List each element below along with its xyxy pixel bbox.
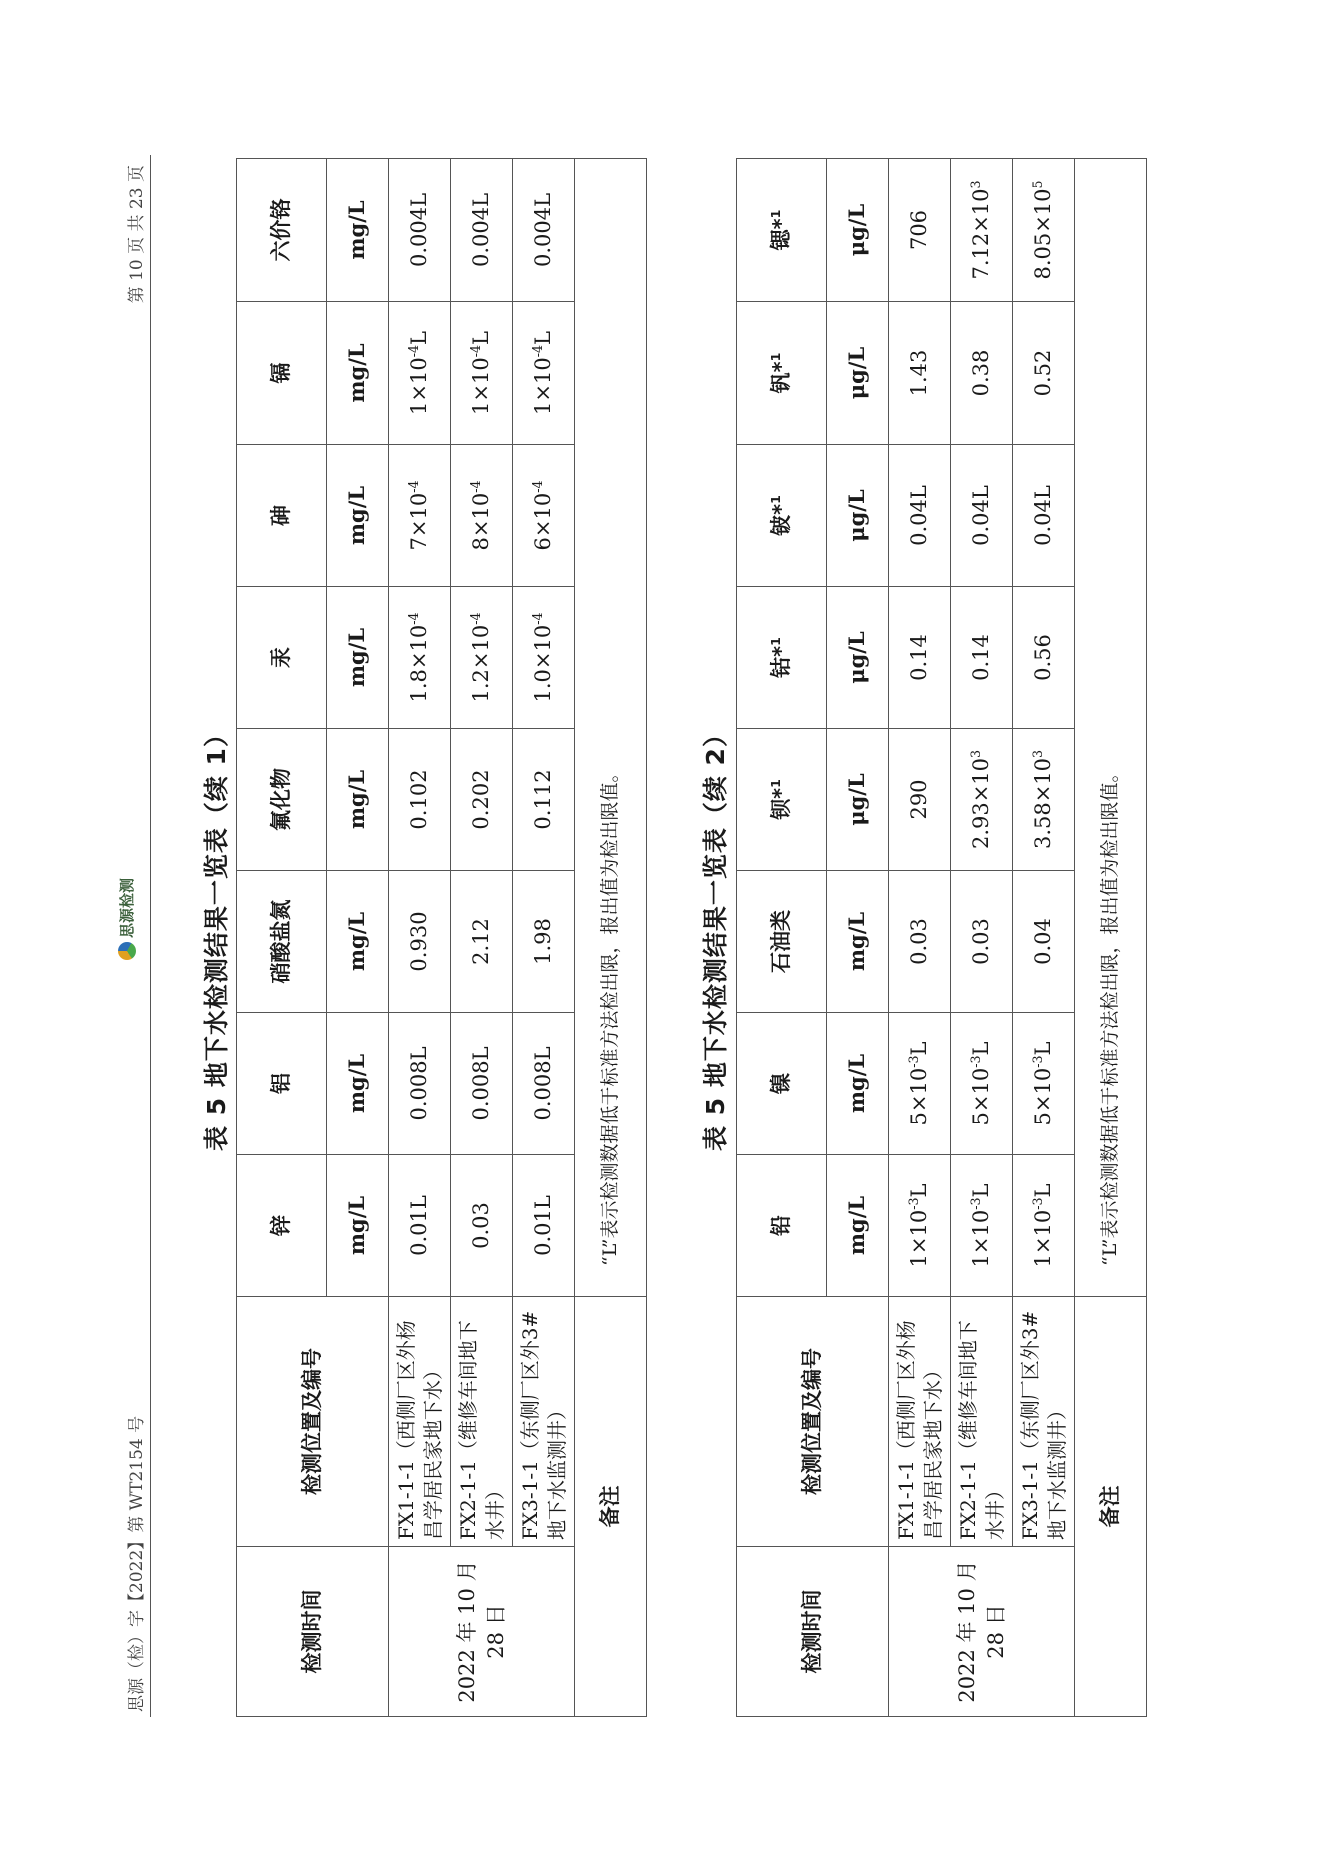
column-name: 钴*$^1$ bbox=[737, 587, 827, 729]
column-unit: mg/L bbox=[827, 1155, 889, 1297]
column-name: 氟化物 bbox=[237, 729, 327, 871]
column-unit: mg/L bbox=[327, 1155, 389, 1297]
location-header: 检测位置及编号 bbox=[237, 1297, 389, 1547]
column-unit: mg/L bbox=[327, 302, 389, 445]
table-row bbox=[513, 159, 575, 1717]
column-unit: mg/L bbox=[327, 729, 389, 871]
table-row bbox=[1013, 159, 1075, 1717]
column-unit: mg/L bbox=[327, 871, 389, 1013]
value-cell: 2.12 bbox=[451, 871, 513, 1013]
table2-title: 表 5 地下水检测结果一览表（续 2） bbox=[701, 721, 730, 1151]
value-cell: 0.14 bbox=[951, 587, 1013, 729]
column-name: 锌 bbox=[237, 1155, 327, 1297]
value-cell: 0.930 bbox=[389, 871, 451, 1013]
table1-title: 表 5 地下水检测结果一览表（续 1） bbox=[202, 721, 231, 1151]
report-number: 思源（检）字【2022】第 WT2154 号 bbox=[127, 1415, 147, 1712]
value-cell: $7\times 10^{-4}$ bbox=[389, 445, 451, 587]
value-cell: $6\times 10^{-4}$ bbox=[513, 445, 575, 587]
remark-row bbox=[575, 159, 647, 1717]
value-cell: $5\times 10^{-3}L$ bbox=[889, 1013, 951, 1155]
header-rule bbox=[150, 155, 151, 1717]
column-unit: μg/L bbox=[827, 159, 889, 302]
value-cell: $1.2\times 10^{-4}$ bbox=[451, 587, 513, 729]
location-cell: FX2-1-1（维修车间地下水井） bbox=[451, 1297, 513, 1547]
value-cell: 0.03 bbox=[889, 871, 951, 1013]
value-cell: $1.0\times 10^{-4}$ bbox=[513, 587, 575, 729]
value-cell: 0.004L bbox=[451, 159, 513, 302]
value-cell: 0.52 bbox=[1013, 302, 1075, 445]
location-cell: FX1-1-1（西侧厂区外杨昌学居民家地下水） bbox=[889, 1297, 951, 1547]
value-cell: 0.004L bbox=[513, 159, 575, 302]
column-unit: mg/L bbox=[827, 871, 889, 1013]
value-cell: $5\times 10^{-3}L$ bbox=[1013, 1013, 1075, 1155]
column-name: 铝 bbox=[237, 1013, 327, 1155]
date-cell: 2022 年 10 月 28 日 bbox=[889, 1547, 1075, 1717]
value-cell: 0.04L bbox=[1013, 445, 1075, 587]
remark-label: 备注 bbox=[1075, 1297, 1147, 1717]
value-cell: $5\times 10^{-3}L$ bbox=[951, 1013, 1013, 1155]
value-cell: $2.93\times 10^3$ bbox=[951, 729, 1013, 871]
column-name: 汞 bbox=[237, 587, 327, 729]
location-cell: FX3-1-1（东侧厂区外3#地下水监测井） bbox=[1013, 1297, 1075, 1547]
value-cell: 0.03 bbox=[951, 871, 1013, 1013]
time-header: 检测时间 bbox=[737, 1547, 889, 1717]
value-cell: 290 bbox=[889, 729, 951, 871]
location-cell: FX3-1-1（东侧厂区外3#地下水监测井） bbox=[513, 1297, 575, 1547]
value-cell: 0.01L bbox=[513, 1155, 575, 1297]
value-cell: 0.202 bbox=[451, 729, 513, 871]
logo-text: 思源检测 bbox=[118, 877, 136, 938]
column-unit: μg/L bbox=[827, 445, 889, 587]
table-row bbox=[889, 159, 951, 1717]
date-cell: 2022 年 10 月 28 日 bbox=[389, 1547, 575, 1717]
value-cell: 0.04 bbox=[1013, 871, 1075, 1013]
value-cell: $8.05\times 10^5$ bbox=[1013, 159, 1075, 302]
value-cell: 0.04L bbox=[951, 445, 1013, 587]
value-cell: $1\times 10^{-4}L$ bbox=[513, 302, 575, 445]
table-row bbox=[451, 159, 513, 1717]
column-name: 镍 bbox=[737, 1013, 827, 1155]
column-unit: mg/L bbox=[327, 445, 389, 587]
column-name: 砷 bbox=[237, 445, 327, 587]
column-name: 六价铬 bbox=[237, 159, 327, 302]
column-unit: mg/L bbox=[327, 159, 389, 302]
value-cell: $1\times 10^{-4}L$ bbox=[451, 302, 513, 445]
table-row bbox=[951, 159, 1013, 1717]
value-cell: $1\times 10^{-3}L$ bbox=[1013, 1155, 1075, 1297]
column-name: 钡*$^1$ bbox=[737, 729, 827, 871]
location-cell: FX2-1-1（维修车间地下水井） bbox=[951, 1297, 1013, 1547]
remark-label: 备注 bbox=[575, 1297, 647, 1717]
value-cell: 0.04L bbox=[889, 445, 951, 587]
result-table-1 bbox=[236, 158, 647, 1717]
column-unit: mg/L bbox=[327, 1013, 389, 1155]
value-cell: $1\times 10^{-4}L$ bbox=[389, 302, 451, 445]
table-row bbox=[389, 159, 451, 1717]
value-cell: 706 bbox=[889, 159, 951, 302]
column-name: 钒*$^1$ bbox=[737, 302, 827, 445]
remark-text: “L”表示检测数据低于标准方法检出限，报出值为检出限值。 bbox=[1075, 159, 1147, 1297]
column-name: 镉 bbox=[237, 302, 327, 445]
value-cell: 1.98 bbox=[513, 871, 575, 1013]
value-cell: 0.112 bbox=[513, 729, 575, 871]
value-cell: $1\times 10^{-3}L$ bbox=[951, 1155, 1013, 1297]
value-cell: $8\times 10^{-4}$ bbox=[451, 445, 513, 587]
value-cell: 0.008L bbox=[513, 1013, 575, 1155]
column-name: 铅 bbox=[737, 1155, 827, 1297]
column-name: 石油类 bbox=[737, 871, 827, 1013]
column-unit: μg/L bbox=[827, 302, 889, 445]
column-name: 硝酸盐氮 bbox=[237, 871, 327, 1013]
page-info: 第 10 页 共 23 页 bbox=[127, 165, 147, 304]
time-header: 检测时间 bbox=[237, 1547, 389, 1717]
column-name: 锶*$^1$ bbox=[737, 159, 827, 302]
value-cell: 0.004L bbox=[389, 159, 451, 302]
value-cell: 0.102 bbox=[389, 729, 451, 871]
value-cell: 0.008L bbox=[389, 1013, 451, 1155]
value-cell: $1\times 10^{-3}L$ bbox=[889, 1155, 951, 1297]
value-cell: 0.008L bbox=[451, 1013, 513, 1155]
company-logo bbox=[116, 878, 137, 960]
column-unit: mg/L bbox=[327, 587, 389, 729]
value-cell: 1.43 bbox=[889, 302, 951, 445]
logo-icon bbox=[118, 942, 136, 960]
column-unit: μg/L bbox=[827, 587, 889, 729]
value-cell: $3.58\times 10^3$ bbox=[1013, 729, 1075, 871]
remark-text: “L”表示检测数据低于标准方法检出限，报出值为检出限值。 bbox=[575, 159, 647, 1297]
column-unit: mg/L bbox=[827, 1013, 889, 1155]
value-cell: 0.14 bbox=[889, 587, 951, 729]
value-cell: $1.8\times 10^{-4}$ bbox=[389, 587, 451, 729]
column-name: 铍*$^1$ bbox=[737, 445, 827, 587]
value-cell: 0.03 bbox=[451, 1155, 513, 1297]
value-cell: $7.12\times 10^3$ bbox=[951, 159, 1013, 302]
value-cell: 0.01L bbox=[389, 1155, 451, 1297]
column-unit: μg/L bbox=[827, 729, 889, 871]
remark-row bbox=[1075, 159, 1147, 1717]
location-cell: FX1-1-1（西侧厂区外杨昌学居民家地下水） bbox=[389, 1297, 451, 1547]
value-cell: 0.56 bbox=[1013, 587, 1075, 729]
location-header: 检测位置及编号 bbox=[737, 1297, 889, 1547]
value-cell: 0.38 bbox=[951, 302, 1013, 445]
result-table-2 bbox=[736, 158, 1147, 1717]
